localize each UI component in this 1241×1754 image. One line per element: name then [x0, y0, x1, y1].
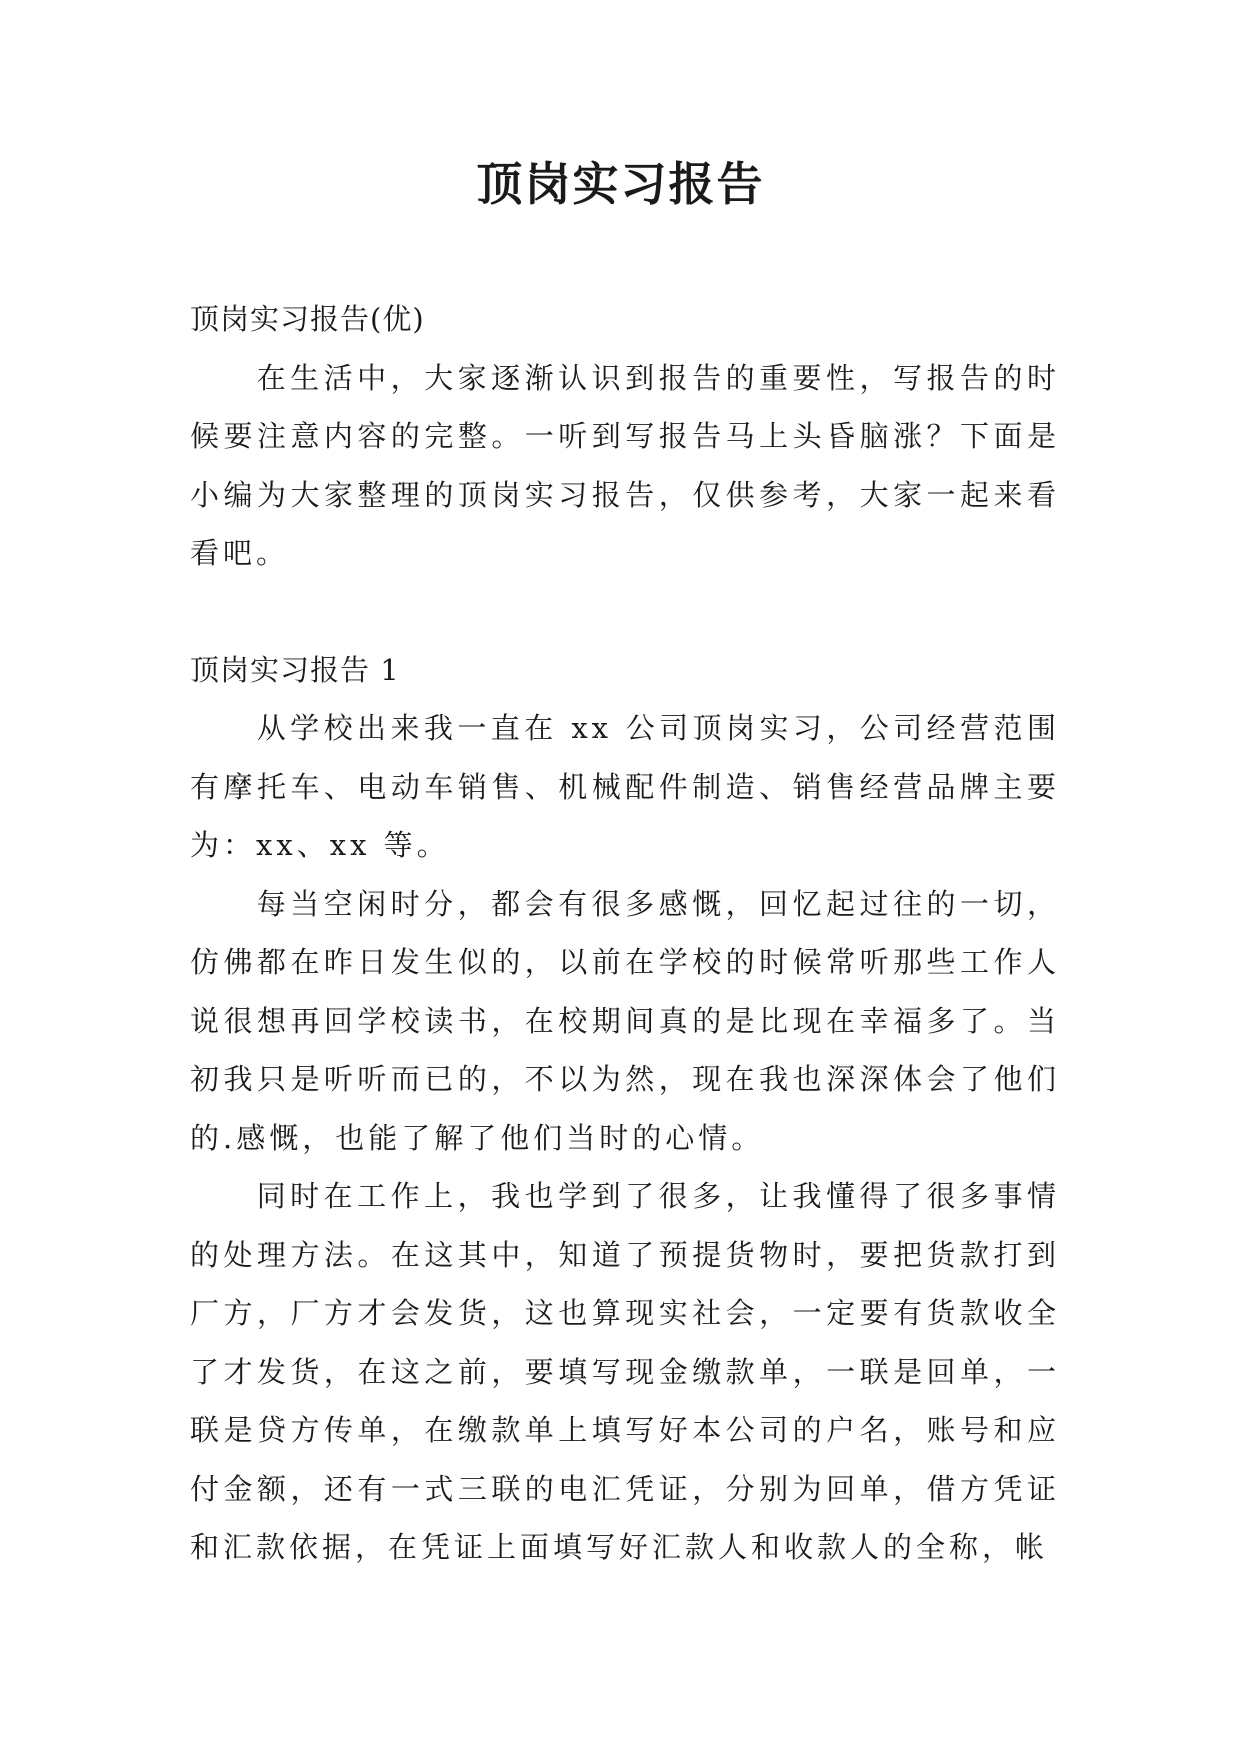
page-title: 顶岗实习报告 — [476, 157, 765, 211]
section-spacer — [190, 583, 1060, 641]
paragraph: 每当空闲时分，都会有很多感慨，回忆起过往的一切，仿佛都在昨日发生似的，以前在学校的时候常听那些工作人说很想再回学校读书，在校期间真的是比现在幸福多了。当初我只是听听而已的，不以为然，现在我也深深体会了他们的.感慨，也能了解了他们当时的心情。 — [190, 886, 1060, 1155]
document-body — [190, 290, 1060, 1577]
paragraph: 从学校出来我一直在 xx 公司顶岗实习，公司经营范围有摩托车、电动车销售、机械配件制造、销售经营品牌主要为：xx、xx 等。 — [190, 711, 1060, 862]
paragraph: 同时在工作上，我也学到了很多，让我懂得了很多事情的处理方法。在这其中，知道了预提货物时，要把货款打到厂方，厂方才会发货，这也算现实社会，一定要有货款收全了才发货，在这之前，要填写现金缴款单，一联是回单，一联是贷方传单，在缴款单上填写好本公司的户名，账号和应付金额，还有一式三联的电汇凭证，分别为回单，借方凭证和汇款依据，在凭证上面填写好汇款人和收款人的全称，帐 — [190, 1179, 1060, 1564]
section-heading: 顶岗实习报告(优) — [190, 302, 425, 336]
paragraph: 在生活中，大家逐渐认识到报告的重要性，写报告的时候要注意内容的完整。一听到写报告马上头昏脑涨？下面是小编为大家整理的顶岗实习报告，仅供参考，大家一起来看看吧。 — [190, 360, 1060, 570]
section-heading: 顶岗实习报告 1 — [190, 652, 400, 687]
